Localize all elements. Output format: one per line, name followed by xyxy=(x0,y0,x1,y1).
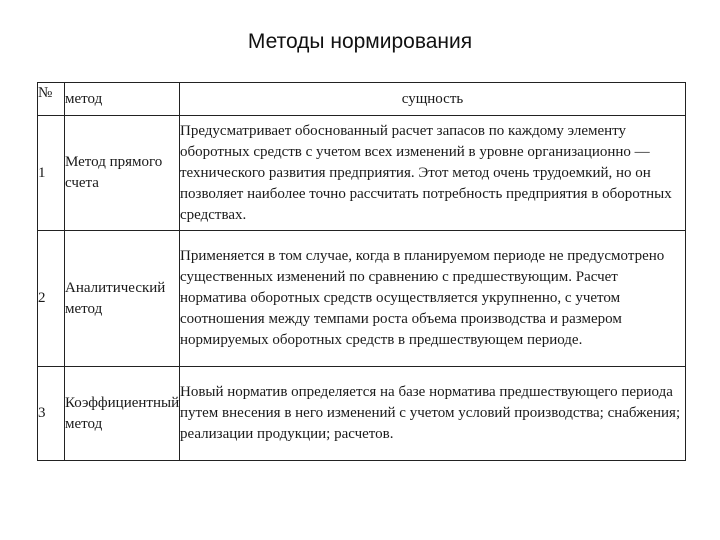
methods-table xyxy=(37,82,686,461)
header-method: метод xyxy=(65,83,180,116)
row-method: Метод прямого счета xyxy=(65,116,180,231)
table-header-row xyxy=(38,83,686,116)
row-essence: Новый норматив определяется на базе норматива предшествующего периода путем внесения в него изменений с учетом условий производства; снабжения; реализации продукции; расчетов. xyxy=(180,367,686,461)
row-method: Коэффициентный метод xyxy=(65,367,180,461)
row-essence: Предусматривает обоснованный расчет запасов по каждому элементу оборотных средств с учетом всех изменений в уровне организационно — технического развития предприятия. Этот метод очень трудоемкий, но он позволяет наиболее точно рассчитать потребность предприятия в оборотных средствах. xyxy=(180,116,686,231)
page-title: Методы нормирования xyxy=(247,30,473,53)
row-method: Аналитический метод xyxy=(65,231,180,367)
table-row xyxy=(38,116,686,231)
header-number: № xyxy=(38,83,65,116)
row-number: 2 xyxy=(38,231,65,367)
row-number: 1 xyxy=(38,116,65,231)
table-row xyxy=(38,231,686,367)
row-number: 3 xyxy=(38,367,65,461)
table-row xyxy=(38,367,686,461)
row-essence: Применяется в том случае, когда в планируемом периоде не предусмотрено существенных изменений по сравнению с предшествующим. Расчет норматива оборотных средств осуществляется укрупненно, с учетом соотношения между темпами роста объема производства и размером нормируемых оборотных средств в предшествующем периоде. xyxy=(180,231,686,367)
header-essence: сущность xyxy=(180,83,686,116)
